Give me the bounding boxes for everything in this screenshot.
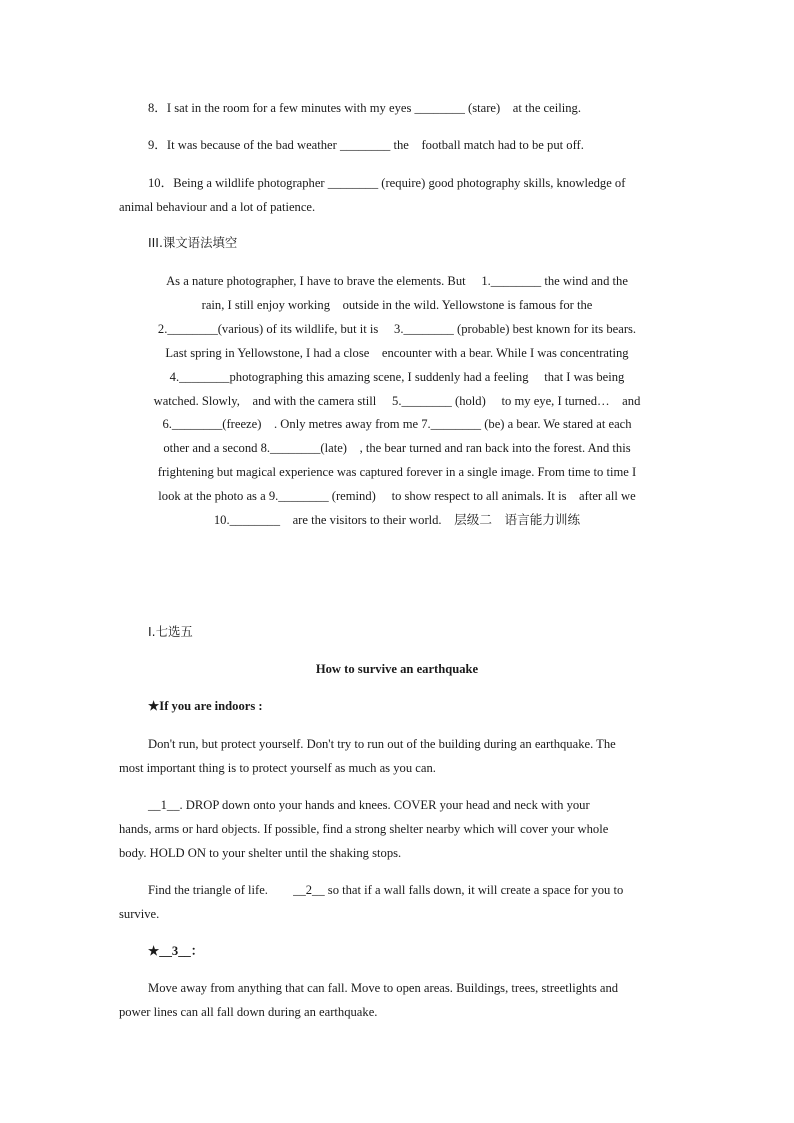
paragraph-3-start: Find the triangle of life. [148,883,294,897]
paragraph-2-line-3: body. HOLD ON to your shelter until the shaking stops. [119,846,402,860]
passage-line-11: 10.________ are the visitors to their world. 层级二 语言能力训练 [213,513,581,527]
passage-line-3: 2.________(various) of its wildlife, but it is 3.________ (probable) best known for its bears. [157,322,637,336]
paragraph-2-line-2: hands, arms or hard objects. If possible, find a strong shelter nearby which will cover your whole [119,822,609,836]
passage-line-7: 6.________(freeze) . Only metres away from me 7.________ (be) a bear. We stared at each [162,417,632,431]
passage-line-8: other and a second 8.________(late) , the bear turned and ran back into the forest. And this [163,441,631,455]
blank-2: __2__ [293,883,325,897]
paragraph-3-line-2: survive. [119,907,160,921]
question-10-line-1: 10．Being a wildlife photographer ________ (require) good photography skills, knowledge of [148,176,626,190]
passage-line-6: watched. Slowly, and with the camera still 5.________ (hold) to my eye, I turned… and [153,394,641,408]
article-title: How to survive an earthquake [315,662,479,676]
passage-line-1: As a nature photographer, I have to brave the elements. But 1.________ the wind and the [166,274,628,288]
paragraph-4-line-2: power lines can all fall down during an earthquake. [119,1005,378,1019]
paragraph-4-line-1: Move away from anything that can fall. Move to open areas. Buildings, trees, streetlights and [148,981,619,995]
question-9: 9．It was because of the bad weather ________ the football match had to be put off. [148,138,584,152]
paragraph-2-text: . DROP down onto your hands and knees. COVER your head and neck with your [179,798,590,812]
section-3-heading: III.课文语法填空 [148,235,238,250]
paragraph-3-line-1 [148,884,623,897]
subheading-3 [148,945,203,958]
paragraph-1-line-1: Don't run, but protect yourself. Don't try to run out of the building during an earthquake. The [148,737,616,751]
paragraph-2-line-1 [148,799,590,812]
indoors-subheading: ★If you are indoors : [148,699,263,713]
blank-3: __3__ [159,944,191,958]
passage-line-10: look at the photo as a 9.________ (remind) to show respect to all animals. It is after all we [158,489,636,503]
star-icon: ★ [148,944,160,958]
section-i-heading: Ⅰ.七选五 [148,624,193,639]
question-8: 8．I sat in the room for a few minutes with my eyes ________ (stare) at the ceiling. [148,101,581,115]
passage-line-4: Last spring in Yellowstone, I had a close encounter with a bear. While I was concentrating [165,346,629,360]
subheading-3-colon: ： [190,944,204,958]
paragraph-1-line-2: most important thing is to protect yourself as much as you can. [119,761,436,775]
passage-line-2: rain, I still enjoy working outside in the wild. Yellowstone is famous for the [201,298,593,312]
question-10-line-2: animal behaviour and a lot of patience. [119,200,316,214]
paragraph-3-rest: so that if a wall falls down, it will create a space for you to [324,883,624,897]
passage-line-9: frightening but magical experience was captured forever in a single image. From time to time I [157,465,637,479]
passage-line-5: 4.________photographing this amazing scene, I suddenly had a feeling that I was being [169,370,625,384]
blank-1: __1__ [148,798,180,812]
